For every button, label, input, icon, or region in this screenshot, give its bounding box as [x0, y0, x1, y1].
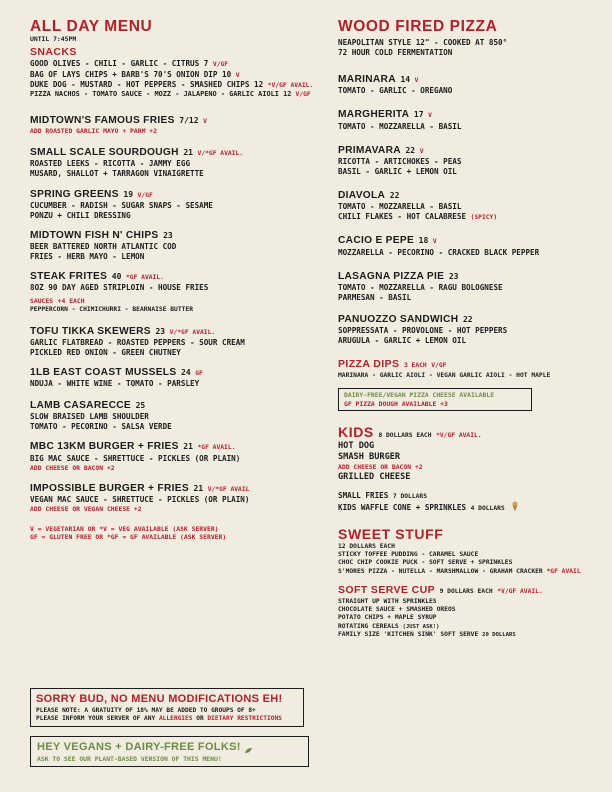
snacks-title: SNACKS — [30, 45, 77, 58]
pizza-fermentation-note: 72 HOUR COLD FERMENTATION — [338, 48, 453, 58]
menu-item-mussels: 1LB EAST COAST MUSSELS 24 GF NDUJA - WHITE WINE - TOMATO - PARSLEY — [30, 366, 203, 389]
menu-item-sourdough: SMALL SCALE SOURDOUGH 21 V/*GF AVAIL. ROASTED LEEKS - RICOTTA - JAMMY EGG MUSARD, SHALLOT + TARRAGON VINAIGRETTE — [30, 147, 244, 179]
dietary-legend: V = VEGETARIAN OR *V = VEG AVAILABLE (ASK SERVER) GF = GLUTEN FREE OR *GF = GF AVAILABLE (ASK SERVER) — [30, 524, 227, 542]
right-column — [338, 18, 596, 640]
all-day-menu-title: ALL DAY MENU — [30, 18, 153, 35]
snacks-list — [30, 59, 326, 99]
snack-line: GOOD OLIVES - CHILI - GARLIC - CITRUS 7 V/GF — [30, 59, 229, 69]
spicy-tag: (SPICY) — [470, 214, 498, 222]
no-modifications-title: SORRY BUD, NO MENU MODIFICATIONS EH! — [36, 693, 283, 705]
steak-sauces: SAUCES +4 EACH — [30, 297, 85, 306]
soft-serve-title: SOFT SERVE CUP — [338, 584, 436, 596]
vegan-box-title: HEY VEGANS + DAIRY-FREE FOLKS! — [37, 740, 303, 755]
dairy-free-box: DAIRY-FREE/VEGAN PIZZA CHEESE AVAILABLE GF PIZZA DOUGH AVAILABLE +3 — [338, 388, 532, 411]
gratuity-note: PLEASE NOTE: A GRATUITY OF 18% MAY BE ADDED TO GROUPS OF 8+ — [36, 706, 256, 714]
kids-section: KIDS 8 DOLLARS EACH *V/GF AVAIL. HOT DOG SMASH BURGER ADD CHEESE OR BACON +2 GRILLED CHEESE SMALL FRIES 7 DOLLARS KIDS WAFFLE CONE + SPRINKLES 4 DOLLARS — [338, 425, 596, 515]
menu-item-mbc-burger: MBC 13KM BURGER + FRIES 21 *GF AVAIL. BIG MAC SAUCE - SHRETTUCE - PICKLES (OR PLAIN) ADD CHEESE OR BACON +2 — [30, 441, 241, 472]
pizza-margherita: MARGHERITA 17 V TOMATO - MOZZARELLA - BASIL — [338, 109, 462, 131]
pizza-lasagna: LASAGNA PIZZA PIE 23 TOMATO - MOZZARELLA - RAGU BOLOGNESE PARMESAN - BASIL — [338, 270, 503, 302]
pizza-diavola: DIAVOLA 22 TOMATO - MOZZARELLA - BASIL CHILI FLAKES - HOT CALABRESE (SPICY) — [338, 189, 498, 222]
pizza-style-note: NEAPOLITAN STYLE 12" - COOKED AT 850° — [338, 38, 508, 48]
left-column — [30, 18, 326, 542]
pizza-primavara: PRIMAVARA 22 V RICOTTA - ARTICHOKES - PEAS BASIL - GARLIC + LEMON OIL — [338, 144, 462, 176]
snack-line: PIZZA NACHOS - TOMATO SAUCE - MOZZ - JALAPENO - GARLIC AIOLI 12 V/GF — [30, 90, 311, 99]
vegan-box-text: ASK TO SEE OUR PLANT-BASED VERSION OF THIS MENU! — [37, 754, 222, 763]
menu-item-fish-n-chips: MIDTOWN FISH N' CHIPS 23 BEER BATTERED NORTH ATLANTIC COD FRIES - HERB MAYO - LEMON — [30, 229, 177, 262]
steak-sauce-options: PEPPERCORN - CHIMICHURRI - BEARNAISE BUTTER — [30, 306, 194, 314]
pizza-panuozzo: PANUOZZO SANDWICH 22 SOPPRESSATA - PROVOLONE - HOT PEPPERS ARUGULA - GARLIC + LEMON OIL — [338, 313, 508, 346]
menu-item-impossible-burger: IMPOSSIBLE BURGER + FRIES 21 V/*GF AVAIL VEGAN MAC SAUCE - SHRETTUCE - PICKLES (OR PLAIN) ADD CHEESE OR VEGAN CHEESE +2 — [30, 483, 250, 514]
soft-serve-section: SOFT SERVE CUP 9 DOLLARS EACH *V/GF AVAIL. STRAIGHT UP WITH SPRINKLES CHOCOLATE SAUCE + SMASHED OREOS POTATO CHIPS + MAPLE SYRUP ROTATING CEREALS (JUST ASK!) FAMILY SIZE 'KITCHEN SINK' SOFT SERVE 20 DOLLARS — [338, 584, 543, 639]
menu-item-lamb-casarecce: LAMB CASARECCE 25 SLOW BRAISED LAMB SHOULDER TOMATO - PECORINO - SALSA VERDE — [30, 400, 172, 432]
allergy-note: PLEASE INFORM YOUR SERVER OF ANY ALLERGIES OR DIETARY RESTRICTIONS — [36, 714, 282, 722]
wood-fired-pizza-title: WOOD FIRED PIZZA — [338, 18, 498, 35]
kids-title: KIDS — [338, 424, 374, 441]
leaf-icon — [244, 744, 253, 751]
snack-line: BAG OF LAYS CHIPS + BARB'S 70'S ONION DIP 10 V — [30, 69, 240, 79]
menu-item-spring-greens: SPRING GREENS 19 V/GF CUCUMBER - RADISH - SUGAR SNAPS - SESAME PONZU + CHILI DRESSING — [30, 188, 213, 220]
pizza-dips: PIZZA DIPS 3 EACH V/GF MARINARA - GARLIC AIOLI - VEGAN GARLIC AIOLI - HOT MAPLE — [338, 358, 551, 380]
menu-item-steak-frites: STEAK FRITES 40 *GF AVAIL. 8OZ 90 DAY AGED STRIPLOIN - HOUSE FRIES SAUCES +4 EACH PEPPERCORN - CHIMICHURRI - BEARNAISE BUTTER — [30, 271, 326, 315]
vegan-menu-box — [30, 736, 309, 767]
sweet-stuff-title: SWEET STUFF — [338, 526, 444, 543]
pizza-cacio-e-pepe: CACIO E PEPE 18 V MOZZARELLA - PECORINO - CRACKED BLACK PEPPER — [338, 235, 540, 257]
menu-item-fries: MIDTOWN'S FAMOUS FRIES 7/12 V ADD ROASTED GARLIC MAYO + PARM +2 — [30, 114, 207, 135]
until-note: UNTIL 7:45PM — [30, 35, 77, 44]
ice-cream-icon — [511, 501, 519, 515]
snack-line: DUKE DOG - MUSTARD - HOT PEPPERS - SMASHED CHIPS 12 *V/GF AVAIL. — [30, 79, 314, 89]
menu-item-tofu-tikka: TOFU TIKKA SKEWERS 23 V/*GF AVAIL. GARLIC FLATBREAD - ROASTED PEPPERS - SOUR CREAM PICKLED RED ONION - GREEN CHUTNEY — [30, 325, 245, 357]
pizza-marinara: MARINARA 14 V TOMATO - GARLIC - OREGANO — [338, 74, 453, 96]
no-modifications-box — [30, 688, 304, 727]
sweet-stuff-section: SWEET STUFF 12 DOLLARS EACH STICKY TOFFEE PUDDING - CARAMEL SAUCE CHOC CHIP COOKIE PUCK - SOFT SERVE + SPRINKLES S'MORES PIZZA - NUTELLA - MARSHMALLOW - GRAHAM CRACKER *GF AVAIL — [338, 527, 596, 576]
